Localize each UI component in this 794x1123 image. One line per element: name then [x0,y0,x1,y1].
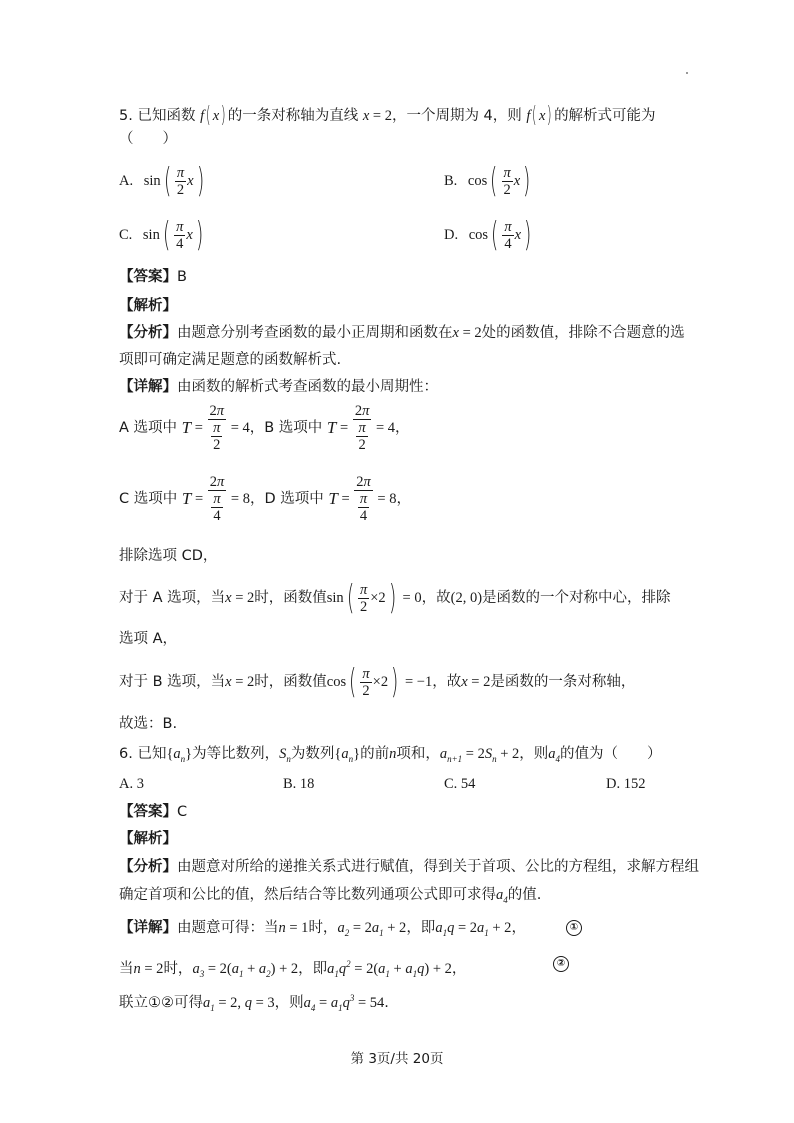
q5-period-cd: C 选项中 T = $\frac{2\pi}{\frac{\pi}{4}}$ = 8，D 选项中 T = $\frac{2\pi}{\frac{\pi}{4}}$ = 8， [119,474,411,524]
q6-option-b: B. 18 [283,776,315,792]
frac-num: π [176,218,184,235]
func-name: cos [468,227,489,243]
text: 由函数的解析式考查函数的最小周期性： [177,379,438,395]
text: ， [396,491,411,507]
q6-stem: 6. 已知$\{a_n\}$为等比数列，$S_n$为数列$\{a_n\}$的前n项和，$a_{n+1} = 2S_n + 2$，则$a_4$的值为（ ） [119,746,662,764]
q5-option-c: C. sin( $\frac{\pi}{4}$ x) [119,215,204,255]
q5-period-ab: A 选项中 T = $\frac{2\pi}{\frac{\pi}{2}}$ = 4，B 选项中 T = $\frac{2\pi}{\frac{\pi}{2}}$ = 4， [119,403,410,453]
answer-value: B [177,269,187,285]
xiangjie-tag: 【详解】 [119,379,177,395]
frac-den: 4 [176,235,184,252]
text: ，则 [519,746,549,762]
q6-fenxi-cont: 确定首项和公比的值，然后结合等比数列通项公式即可求得$a_4$的值. [119,887,542,905]
text: 的值. [507,887,542,903]
q5-stem-text: ，一个周期为 4，则 [391,108,522,124]
text: 由题意可得：当 [177,920,279,936]
text: C 选项中 [119,491,178,507]
q6-line-3: 联立①②可得$a_1 = 2$, q = 3，则$a_4 = a_1q^3 = 54$. [119,993,389,1013]
text: 处的函数值，排除不合题意的选 [481,325,685,341]
frac-num: π [504,218,512,235]
equation-marker-1: ① [566,920,582,936]
text: 对于 A 选项，当 [119,590,226,606]
text: ， [451,960,467,977]
q6-analysis-tag: 【解析】 [119,831,177,847]
text: ， [395,420,410,436]
text: 由题意分别考查函数的最小正周期和函数在 [177,325,453,341]
text: ，故 [421,590,451,606]
q6-answer [119,802,187,822]
text: ，即 [298,960,328,977]
frac-den: 2 [503,181,511,198]
text: A 选项中 [119,420,178,436]
frac-den: 4 [504,235,512,252]
q6-line-1: 【详解】由题意可得：当n = 1时，$a_2 = 2a_1 + 2$，即$a_1q = 2a_1 + 2$， [119,920,526,938]
option-label: A. [119,173,134,189]
text: 对于 B 选项，当 [119,674,226,690]
text: 时，函数值 [254,674,327,690]
text: ，故 [432,674,462,690]
text: 时， [308,920,338,936]
func-name: sin [142,227,160,243]
q5-exclude: 排除选项 CD， [119,548,218,564]
q5-a-check: 对于 A 选项，当x = 2时，函数值sin( $\frac{\pi}{2}$ ×2) = 0，故(2, 0)是函数的一个对称中心，排除 [119,578,671,618]
frac-den: 2 [176,181,185,198]
text: 当 [119,960,134,977]
q5-stem-text: 的解析式可能为 [554,108,656,124]
q6-option-c: C. 54 [444,776,476,792]
q5-option-b: B. cos( $\frac{\pi}{2}$ x) [444,161,531,201]
text: 的值为（ ） [560,746,662,762]
text: 时，函数值 [254,590,327,606]
text: ，则 [274,994,304,1011]
q6-option-d: D. 152 [606,776,646,792]
q5-answer [119,267,187,287]
text: 时， [163,960,193,977]
q5-option-a: A. sin( $\frac{\pi}{2}$ x) [119,161,204,201]
text: ，B 选项中 [249,420,323,436]
option-label: D. [444,227,459,243]
text: 确定首项和公比的值，然后结合等比数列通项公式即可求得 [119,887,496,903]
q5-fenxi-cont: 项即可确定满足题意的函数解析式. [119,352,342,368]
func-name: cos [467,173,488,189]
frac-num: π [176,164,185,181]
text: ，即 [406,920,436,936]
answer-value: C [177,804,188,820]
text: 的前 [360,746,390,762]
text: 由题意对所给的递推关系式进行赋值，得到关于首项、公比的方程组，求解方程组 [177,859,699,875]
frac-num: π [503,164,511,181]
text: . [384,994,389,1011]
q5-option-d: D. cos( $\frac{\pi}{4}$ x) [444,215,532,255]
answer-tag: 【答案】 [119,269,177,285]
text: 联立①②可得 [119,994,203,1011]
q5-b-check: 对于 B 选项，当x = 2时，函数值cos( $\frac{\pi}{2}$ ×2) = −1，故x = 2是函数的一条对称轴， [119,662,636,702]
q6-option-a: A. 3 [119,776,144,792]
text: 是函数的一条对称轴， [490,674,636,690]
text: ， [511,920,526,936]
text: 为数列 [290,746,335,762]
text: 6. 已知 [119,746,167,762]
fenxi-tag: 【分析】 [119,859,177,875]
q5-xiangjie [119,377,438,397]
option-label: C. [119,227,133,243]
q5-paren: （ ） [119,131,177,147]
q5-stem: 5. 已知函数 f( x) 的一条对称轴为直线 x = 2，一个周期为 4，则 f( x) 的解析式可能为 [119,103,656,128]
q5-conclusion: 故选：B. [119,716,178,732]
equation-marker-2: ② [553,956,569,972]
answer-tag: 【答案】 [119,804,177,820]
func-name: sin [143,173,161,189]
text: 为等比数列， [192,746,280,762]
text: ，D 选项中 [249,491,324,507]
xiangjie-tag: 【详解】 [119,920,177,936]
q5-a-check-cont: 选项 A， [119,631,178,647]
option-label: B. [444,173,458,189]
page-footer: 第 3页/共 20页 [350,1051,444,1067]
q5-analysis-tag: 【解析】 [119,298,177,314]
text: 项和， [396,746,440,762]
q5-stem-text: 的一条对称轴为直线 [227,108,359,124]
q6-fenxi [119,857,699,877]
text: 是函数的一个对称中心，排除 [482,590,671,606]
fenxi-tag: 【分析】 [119,325,177,341]
q5-fenxi: 【分析】由题意分别考查函数的最小正周期和函数在x = 2处的函数值，排除不合题意的选 [119,325,685,341]
q6-line-2: 当n = 2时，$a_3 = 2(a_1 + a_2) + 2$，即$a_1q^2 = 2(a_1 + a_1q) + 2$， [119,959,467,979]
speck-mark [686,72,688,74]
q5-stem-text: 5. 已知函数 [119,108,196,124]
